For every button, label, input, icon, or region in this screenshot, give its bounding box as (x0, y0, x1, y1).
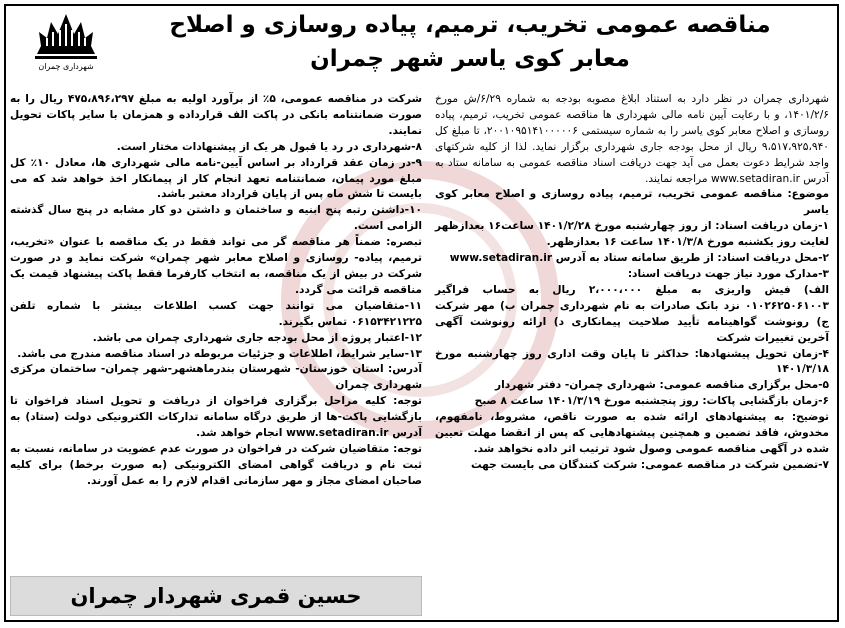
municipality-logo (20, 10, 112, 82)
item-13: ۱۳-سایر شرایط، اطلاعات و جزئیات مربوطه در اسناد مناقصه مندرج می باشد. (17, 347, 422, 360)
item-2: ۲-محل دریافت اسناد: از طریق سامانه ستاد به آدرس www.setadiran.ir (449, 252, 829, 265)
subject-line: موضوع: مناقصه عمومی تخریب، ترمیم، پیاده روسازی و اصلاح معابر کوی یاسر (435, 188, 829, 217)
page-title-line2: معابر کوی یاسر شهر چمران (310, 46, 630, 72)
attention-note-2: توجه: متقاضیان شرکت در فراخوان در صورت عدم عضویت در سامانه، نسبت به ثبت نام و دریافت گواهی امضای الکترونیکی (به صورت برخط) برای کلیه صاحبان امضای مجاز و مهر سازمانی اقدام لازم را به عمل آورند. (10, 442, 422, 487)
item-11: ۱۱-متقاضیان می توانند جهت کسب اطلاعات بیشتر با شماره تلفن ۰۶۱۵۳۴۲۱۲۲۵ تماس بگیرند. (10, 299, 422, 328)
item-6: ۶-زمان بازگشایی پاکات: روز پنجشنبه مورخ ۱۴۰۱/۳/۱۹ ساعت ۸ صبح (474, 395, 829, 408)
item-5: ۵-محل برگزاری مناقصه عمومی: شهرداری چمران- دفتر شهردار (495, 379, 829, 392)
page-title-line1: مناقصه عمومی تخریب، ترمیم، پیاده روسازی و اصلاح (169, 12, 771, 38)
signature-box (10, 576, 422, 616)
item-8: ۸-شهرداری در رد یا قبول هر یک از پیشنهادات مختار است. (116, 140, 422, 153)
intro-paragraph: شهرداری چمران در نظر دارد به استناد ابلاغ مصوبه بودجه به شماره ۶/۲۹/ش مورخ ۱۴۰۱/۲/۶، و با رعایت آیین نامه مالی شهرداری ها مناقصه عمومی تخریب، ترمیم، پیاده روسازی و اصلاح معابر کوی یاسر را به شماره سیستمی ۲۰۰۱۰۹۵۱۴۱۰۰۰۰۰۶، تا مبلغ کل ۹،۵۱۷،۹۲۵،۹۴۰ ریال از محل بودجه جاری شهرداری برگزار نماید. لذا از کلیه شرکتهای واجد شرایط دعوت بعمل می آید جهت دریافت اسناد مناقصه عمومی به سامانه ستاد به آدرس www.setadiran.ir مراجعه نمایند. (435, 93, 830, 185)
right-column (435, 92, 829, 474)
attention-note-1: توجه: کلیه مراحل برگزاری فراخوان از دریافت و تحویل اسناد فراخوان تا بازگشایی پاکت-ها از طریق درگاه سامانه تدارکات الکترونیکی دولت (ستاد) به آدرس www.setadiran.ir انجام خواهد شد. (10, 395, 422, 440)
item-7: ۷-تضمین شرکت در مناقصه عمومی: شرکت کنندگان می بایست جهت (470, 458, 829, 471)
item-3-details: الف) فیش واریزی به مبلغ ۲،۰۰۰،۰۰۰ ریال به حساب فراگیر ۰۱۰۲۶۲۵۰۶۱۰۰۳ نزد بانک صادرات به نام شهرداری چمران ب) مهر شرکت ج) رونوشت گواهینامه تأیید صلاحیت پیمانکاری د) ارائه رونوشت آگهی آخرین تغییرات شرکت (435, 283, 829, 344)
item-1: ۱-زمان دریافت اسناد: از روز چهارشنبه مورخ ۱۴۰۱/۲/۲۸ ساعت۱۶ بعدازظهر لغایت روز یکشنبه مورخ ۱۴۰۱/۳/۸ ساعت ۱۶ بعدازظهر. (435, 220, 829, 249)
logo-caption: شهرداری چمران (38, 62, 94, 71)
item-7-continued: شرکت در مناقصه عمومی، ۵٪ از برآورد اولیه به مبلغ ۴۷۵،۸۹۶،۲۹۷ ریال را به صورت ضمانتنامه بانکی در پاکت الف قرارداده و همزمان با سایر پاکات تحویل نمایند. (10, 93, 422, 137)
crown-emblem-icon (31, 10, 101, 62)
item-4: ۴-زمان تحویل پیشنهادها: حداکثر تا پایان وقت اداری روز چهارشنبه مورخ ۱۴۰۱/۳/۱۸ (435, 347, 829, 376)
item-3: ۳-مدارک مورد نیاز جهت دریافت اسناد: (627, 267, 829, 280)
announcement-header (150, 8, 790, 86)
item-12: ۱۲-اعتبار پروژه از محل بودجه جاری شهرداری چمران می باشد. (92, 331, 422, 344)
item-10: ۱۰-داشتن رتبه پنج ابنیه و ساختمان و داشتن دو کار مشابه در پنج سال گذشته الزامی است. (10, 204, 422, 233)
note-clause: تبصره: ضمناً هر مناقصه گر می تواند فقط در یک مناقصه با عنوان «تخریب، ترمیم، پیاده- روسازی و اصلاح معابر شهر چمران» شرکت نماید و در صورت شرکت در بیش از یک مناقصه، به انتخاب کارفرما فقط پاکت پیشنهاد قیمت یک مناقصه قرائت می گردد. (10, 236, 422, 296)
explanation-note: توضیح: به پیشنهادهای ارائه شده به صورت ناقص، مشروط، نامفهوم، مخدوش، فاقد تضمین و همچنین پیشنهادهایی که پس از انقضا مهلت تعیین شده در آگهی مناقصه عمومی وصول شود ترتیب اثر داده نخواهد شد. (435, 411, 829, 455)
item-9: ۹-در زمان عقد قرارداد بر اساس آیین-نامه مالی شهرداری ها، معادل ۱۰٪ کل مبلغ مورد پیمان، ضمانتنامه تعهد انجام کار از پیمانکار اخذ خواهد شد که می بایست تا شش ماه پس از پایان قرارداد معتبر باشد. (10, 156, 422, 201)
left-column (10, 92, 422, 490)
signature: حسین قمری شهردار چمران (70, 584, 362, 608)
address: آدرس: استان خوزستان- شهرستان بندرماهشهر-شهر چمران- ساختمان مرکزی شهرداری چمران (10, 363, 422, 392)
